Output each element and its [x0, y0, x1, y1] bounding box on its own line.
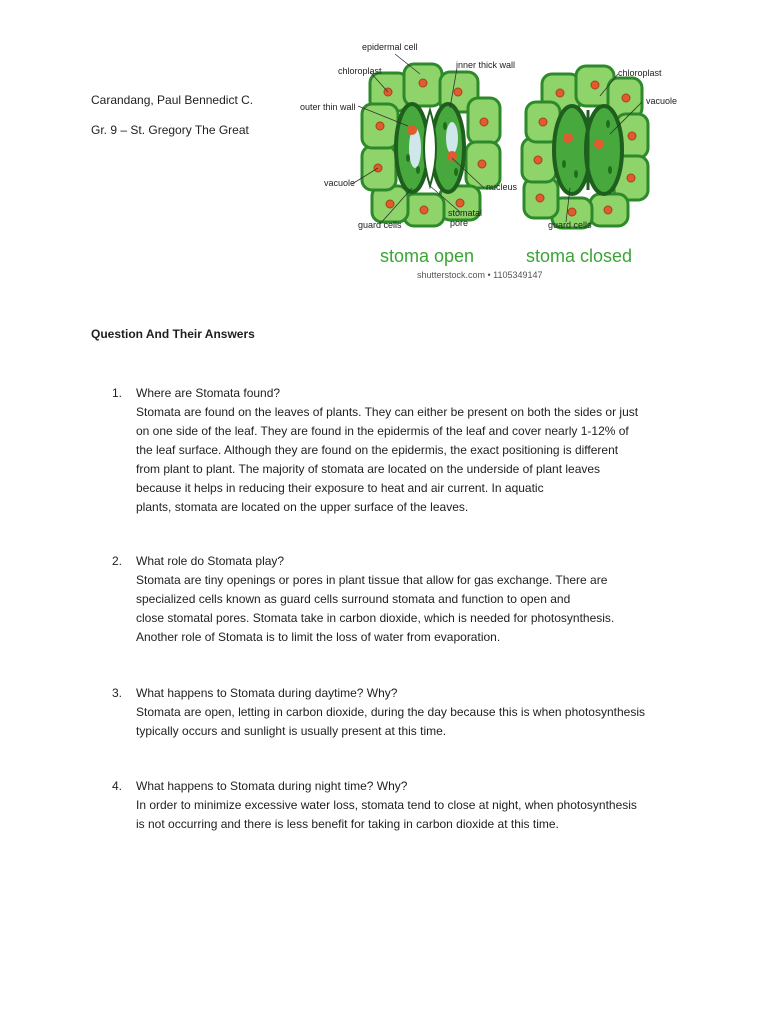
- answer-line: Another role of Stomata is to limit the loss of water from evaporation.: [136, 630, 501, 644]
- question-text: Where are Stomata found?: [136, 386, 281, 400]
- answer-line: In order to minimize excessive water loss, stomata tend to close at night, when photosynthesis: [136, 798, 637, 812]
- stoma-open-illustration: [362, 64, 500, 226]
- label-chloroplast-left: chloroplast: [338, 66, 382, 76]
- answer-line: Stomata are found on the leaves of plants. They can either be present on both the sides or just: [136, 405, 639, 419]
- question-number: 3.: [112, 686, 123, 700]
- label-nucleus: nucleus: [486, 182, 518, 192]
- label-vacuole-left: vacuole: [324, 178, 356, 188]
- label-outer-thin-wall: outer thin wall: [300, 102, 356, 112]
- answer-text: [136, 403, 676, 517]
- label-guard-cells-left: guard cells: [358, 220, 402, 230]
- answer-line: because it helps in reducing their exposure to heat and air current. In aquatic: [136, 481, 544, 495]
- label-epidermal-cell: epidermal cell: [362, 42, 418, 52]
- caption-stoma-closed: stoma closed: [526, 246, 633, 266]
- answer-line: Stomata are tiny openings or pores in plant tissue that allow for gas exchange. There are: [136, 573, 608, 587]
- answer-line: the leaf surface. Although they are found on the epidermis, the exact positioning is different: [136, 443, 619, 457]
- label-inner-thick-wall: inner thick wall: [456, 60, 516, 70]
- answer-line: close stomatal pores. Stomata take in carbon dioxide, which is needed for photosynthesis.: [136, 611, 615, 625]
- answer-line: specialized cells known as guard cells surround stomata and function to open and: [136, 592, 571, 606]
- answer-line: Stomata are open, letting in carbon dioxide, during the day because this is when photosynthesis: [136, 705, 645, 719]
- answer-line: on one side of the leaf. They are found in the epidermis of the leaf and cover nearly 1-12% of: [136, 424, 629, 438]
- question-number: 4.: [112, 779, 123, 793]
- label-chloroplast-right: chloroplast: [618, 68, 662, 78]
- student-name: Carandang, Paul Bennedict C.: [91, 93, 254, 107]
- answer-text: [136, 571, 676, 647]
- question-text: What happens to Stomata during night time? Why?: [136, 779, 408, 793]
- qa-item-3: [112, 684, 672, 742]
- stomata-diagram: [300, 38, 678, 283]
- label-stomatal-pore: stomatal pore: [448, 208, 483, 228]
- watermark: shutterstock.com • 1105349147: [417, 270, 543, 280]
- student-section: Gr. 9 – St. Gregory The Great: [91, 123, 249, 137]
- qa-section-title: Question And Their Answers: [91, 327, 255, 341]
- answer-line: is not occurring and there is less benefit for taking in carbon dioxide at this time.: [136, 817, 559, 831]
- label-guard-cells-right: guard cells: [548, 220, 592, 230]
- qa-item-2: [112, 552, 672, 647]
- answer-line: plants, stomata are located on the upper surface of the leaves.: [136, 500, 469, 514]
- answer-text: [136, 703, 676, 741]
- question-number: 2.: [112, 554, 123, 568]
- label-vacuole-right: vacuole: [646, 96, 678, 106]
- answer-text: [136, 796, 676, 834]
- qa-item-4: [112, 777, 672, 835]
- answer-line: from plant to plant. The majority of stomata are located on the underside of plant leaves: [136, 462, 601, 476]
- question-number: 1.: [112, 386, 123, 400]
- question-text: What happens to Stomata during daytime? Why?: [136, 686, 398, 700]
- question-text: What role do Stomata play?: [136, 554, 285, 568]
- caption-stoma-open: stoma open: [380, 246, 475, 266]
- answer-line: typically occurs and sunlight is usually present at this time.: [136, 724, 447, 738]
- stoma-closed-illustration: [522, 66, 648, 228]
- qa-item-1: [112, 384, 672, 514]
